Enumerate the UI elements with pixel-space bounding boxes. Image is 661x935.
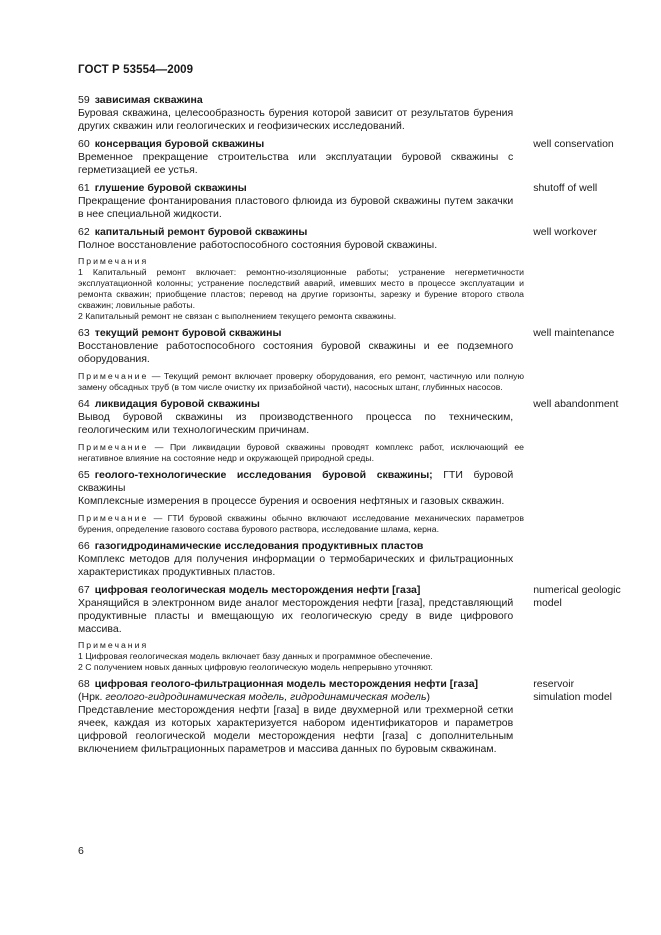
synonym-prefix: (Нрк. (78, 691, 106, 703)
term-definition: Буровая скважина, целесообразность бурения которой зависит от результатов бурения других скважин или геологических и геофизических исследований. (78, 107, 514, 132)
term-definition: Хранящийся в электронном виде аналог месторождения нефти [газа], представляющий продуктивные пласты и вмещающую их геологическую среду в виде цифрового массива. (78, 597, 514, 635)
term-number: 61 (78, 182, 90, 194)
note-item: 1 Цифровая геологическая модель включает базу данных и программное обеспечение. (78, 651, 433, 661)
term-title: глушение буровой скважины (94, 182, 247, 194)
note-item: 1 Капитальный ремонт включает: ремонтно-изоляционные работы; устранение негерметичности эксплуатационной колонны; устранение последствий аварий, имевших место в процессе эксплуатации и ремонта скважин; приобщение пластов; перевод на другие горизонты, зарезку и бурение второго ствола скважин; ловильные работы. (78, 267, 524, 310)
note-item: 2 Капитальный ремонт не связан с выполнением текущего ремонта скважины. (78, 311, 397, 321)
term-english: well maintenance (533, 327, 615, 339)
term-definition: Вывод буровой скважины из производственного процесса по техническим, геологическим или технологическим причинам. (78, 411, 514, 436)
term-title: газогидродинамические исследования продуктивных пластов (94, 540, 424, 552)
note-63 (78, 371, 524, 393)
term-entry-61 (78, 182, 623, 221)
note-label: Примечание (78, 442, 149, 452)
term-abbreviation: ГТИ буровой скважины (78, 469, 514, 494)
note-65 (78, 513, 524, 535)
term-definition: Восстановление работоспособного состояния буровой скважины и ее подземного оборудования. (78, 340, 514, 365)
note-label: Примечание (78, 371, 149, 381)
notes-block-62 (78, 256, 524, 322)
term-definition: Прекращение фонтанирования пластового флюида из буровой скважины путем закачки в нее специальной жидкости. (78, 195, 514, 220)
document-header: ГОСТ Р 53554—2009 (78, 64, 194, 76)
term-number: 67 (78, 584, 90, 596)
term-number: 65 (78, 469, 90, 481)
term-number: 59 (78, 94, 90, 106)
terms-list (78, 94, 623, 756)
term-definition: Комплексные измерения в процессе бурения и освоения нефтяных и газовых скважин. (78, 495, 505, 507)
term-title: геолого-технологические исследования буровой скважины; (94, 469, 433, 481)
term-entry-60 (78, 138, 623, 177)
term-title: цифровая геологическая модель месторождения нефти [газа] (94, 584, 421, 596)
term-english: well abandonment (533, 398, 619, 410)
term-entry-65 (78, 469, 623, 508)
term-definition: Временное прекращение строительства или эксплуатации буровой скважины с герметизацией ее устья. (78, 151, 514, 176)
term-entry-64 (78, 398, 623, 437)
notes-block-67 (78, 640, 524, 673)
term-english: well workover (533, 226, 597, 238)
note-64 (78, 442, 524, 464)
notes-heading: Примечания (78, 256, 149, 266)
term-english: numerical geologic model (533, 584, 621, 609)
term-english (533, 540, 623, 579)
term-english (533, 94, 623, 133)
term-definition: Комплекс методов для получения информации о термобарических и фильтрационных характеристиках продуктивных пластов. (78, 553, 514, 578)
term-number: 63 (78, 327, 90, 339)
term-english: well conservation (533, 138, 614, 150)
note-text: — При ликвидации буровой скважины проводят комплекс работ, исключающий ее негативное влияние на состояние недр и окружающей природной среды. (78, 442, 524, 463)
term-entry-68 (78, 678, 623, 756)
notes-heading: Примечания (78, 640, 149, 650)
term-definition: Представление месторождения нефти [газа] в виде двухмерной или трехмерной сетки ячеек, каждая из которых характеризуется набором идентификаторов и параметров цифровой геологической модели месторождения нефти [газа] с дополнительным включением фильтрационных параметров и массива данных по буровым скважинам. (78, 704, 514, 755)
term-title: консервация буровой скважины (94, 138, 265, 150)
term-definition: Полное восстановление работоспособного состояния буровой скважины. (78, 239, 438, 251)
note-text: — Текущий ремонт включает проверку оборудования, его ремонт, частичную или полную замену обсадных труб (в том числе очистку их призабойной части), насосных штанг, глубинных насосов. (78, 371, 524, 392)
term-entry-59 (78, 94, 623, 133)
term-title: ликвидация буровой скважины (94, 398, 260, 410)
term-entry-62 (78, 226, 623, 252)
note-label: Примечание (78, 513, 149, 523)
term-title: капитальный ремонт буровой скважины (94, 226, 308, 238)
term-number: 62 (78, 226, 90, 238)
synonym-text: геолого-гидродинамическая модель, гидродинамическая модель (105, 691, 427, 703)
term-title: зависимая скважина (94, 94, 203, 106)
term-number: 64 (78, 398, 90, 410)
term-title: текущий ремонт буровой скважины (94, 327, 282, 339)
term-english (533, 469, 623, 508)
note-item: 2 С получением новых данных цифровую геологическую модель непрерывно уточняют. (78, 662, 433, 672)
term-entry-67 (78, 584, 623, 636)
synonym-suffix: ) (426, 691, 430, 703)
term-number: 60 (78, 138, 90, 150)
page-number: 6 (78, 845, 84, 857)
term-synonyms (78, 691, 513, 704)
note-text: — ГТИ буровой скважины обычно включают исследование механических параметров бурения, определение газового состава бурового раствора, исследование шлама, керна. (78, 513, 524, 534)
term-entry-66 (78, 540, 623, 579)
term-english: shutoff of well (533, 182, 598, 194)
term-entry-63 (78, 327, 623, 366)
term-english: reservoir simulation model (533, 678, 613, 703)
term-number: 68 (78, 678, 90, 690)
term-title: цифровая геолого-фильтрационная модель месторождения нефти [газа] (94, 678, 479, 690)
term-number: 66 (78, 540, 90, 552)
